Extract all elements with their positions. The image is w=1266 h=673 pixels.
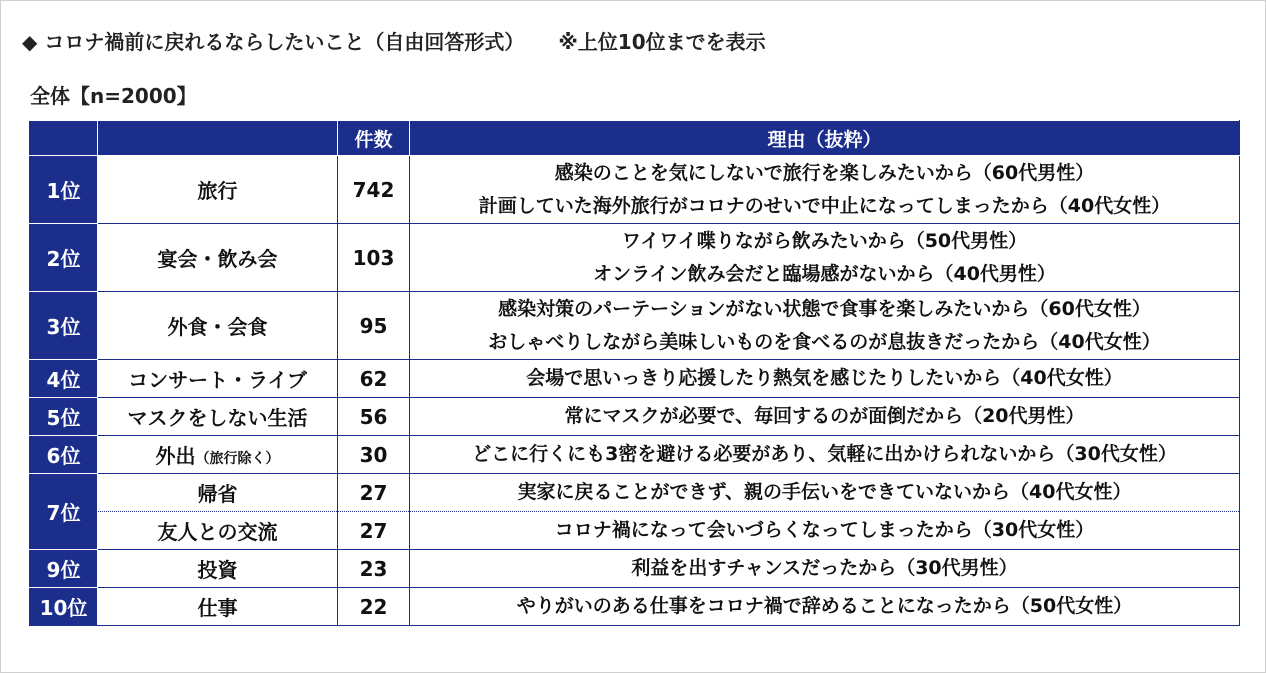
item-cell: 投資 (98, 550, 338, 588)
reason-cell (410, 436, 1240, 474)
header-reason: 理由（抜粋） (410, 121, 1240, 156)
rank-cell: 3位 (30, 292, 98, 360)
table-body (30, 156, 1240, 626)
item-cell: 友人との交流 (98, 512, 338, 550)
rank-cell: 7位 (30, 474, 98, 550)
reason-line: ワイワイ喋りながら飲みたいから（50代男性） (621, 229, 1028, 252)
count-cell: 22 (338, 588, 410, 626)
item-cell: マスクをしない生活 (98, 398, 338, 436)
reason-line: どこに行くにも3密を避ける必要があり、気軽に出かけられないから（30代女性） (472, 443, 1177, 465)
table-row (30, 436, 1240, 474)
item-label: 外出 (155, 444, 196, 468)
rank-cell: 1位 (30, 156, 98, 224)
reason-line: やりがいのある仕事をコロナ禍で辞めることになったから（50代女性） (516, 595, 1133, 617)
count-cell: 62 (338, 360, 410, 398)
reason-line: オンライン飲み会だと臨場感がないから（40代男性） (593, 262, 1056, 285)
rank-cell: 9位 (30, 550, 98, 588)
table-row (30, 292, 1240, 360)
title-note: ※上位10位までを表示 (558, 30, 766, 54)
reason-line: 利益を出すチャンスだったから（30代男性） (631, 557, 1018, 579)
rank-cell: 6位 (30, 436, 98, 474)
reason-line: 常にマスクが必要で、毎回するのが面倒だから（20代男性） (564, 405, 1085, 427)
table-row (30, 156, 1240, 224)
count-cell: 27 (338, 474, 410, 512)
reason-line: 計画していた海外旅行がコロナのせいで中止になってしまったから（40代女性） (478, 194, 1171, 217)
reason-line: コロナ禍になって会いづらくなってしまったから（30代女性） (554, 519, 1095, 541)
item-cell: コンサート・ライブ (98, 360, 338, 398)
header-row (30, 121, 1240, 156)
reason-line: 感染対策のパーテーションがない状態で食事を楽しみたいから（60代女性） (498, 297, 1151, 320)
reason-line: 感染のことを気にしないで旅行を楽しみたいから（60代男性） (554, 161, 1095, 184)
count-cell: 30 (338, 436, 410, 474)
reason-cell (410, 474, 1240, 512)
reason-line: おしゃべりしながら美味しいものを食べるのが息抜きだったから（40代女性） (488, 330, 1161, 353)
count-cell: 27 (338, 512, 410, 550)
reason-cell (410, 588, 1240, 626)
rank-cell: 10位 (30, 588, 98, 626)
reason-cell (410, 512, 1240, 550)
reason-cell (410, 550, 1240, 588)
header-item (98, 121, 338, 156)
table-row (30, 512, 1240, 550)
count-cell: 56 (338, 398, 410, 436)
sample-size-label: 全体【n=2000】 (30, 84, 197, 108)
item-note: （旅行除く） (195, 451, 280, 467)
item-cell: 宴会・飲み会 (98, 224, 338, 292)
reason-cell (410, 156, 1240, 224)
table-row (30, 550, 1240, 588)
table-header (30, 121, 1240, 156)
header-rank (30, 121, 98, 156)
item-cell: 帰省 (98, 474, 338, 512)
reason-line: 会場で思いっきり応援したり熱気を感じたりしたいから（40代女性） (526, 367, 1123, 389)
ranking-table (29, 120, 1240, 626)
table-row (30, 474, 1240, 512)
rank-cell: 2位 (30, 224, 98, 292)
table-row (30, 588, 1240, 626)
table-row (30, 360, 1240, 398)
item-cell (98, 436, 338, 474)
count-cell: 95 (338, 292, 410, 360)
table-row (30, 398, 1240, 436)
rank-cell: 4位 (30, 360, 98, 398)
reason-cell (410, 360, 1240, 398)
table-row (30, 224, 1240, 292)
count-cell: 23 (338, 550, 410, 588)
item-cell: 旅行 (98, 156, 338, 224)
header-count: 件数 (338, 121, 410, 156)
count-cell: 103 (338, 224, 410, 292)
item-cell: 仕事 (98, 588, 338, 626)
page-title (22, 26, 766, 55)
count-cell: 742 (338, 156, 410, 224)
title-text: ◆ コロナ禍前に戻れるならしたいこと（自由回答形式） (22, 30, 525, 54)
item-cell: 外食・会食 (98, 292, 338, 360)
rank-cell: 5位 (30, 398, 98, 436)
reason-cell (410, 398, 1240, 436)
reason-cell (410, 292, 1240, 360)
reason-cell (410, 224, 1240, 292)
reason-line: 実家に戻ることができず、親の手伝いをできていないから（40代女性） (517, 481, 1132, 503)
